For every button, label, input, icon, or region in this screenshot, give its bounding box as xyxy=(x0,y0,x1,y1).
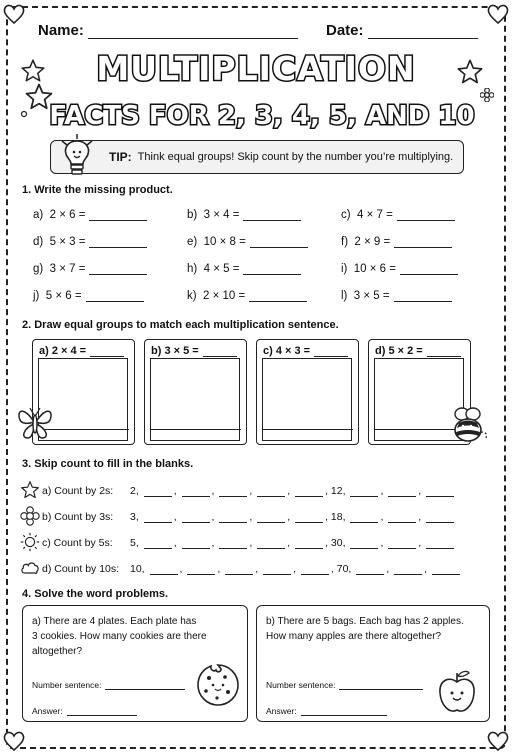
skip-blank[interactable] xyxy=(301,564,329,575)
name-field xyxy=(38,22,298,39)
draw-box-label: d) 5 × 2 = xyxy=(375,345,423,357)
date-line[interactable] xyxy=(368,25,478,39)
star-icon xyxy=(20,58,46,84)
word-problem-text: b) There are 5 bags. Each bag has 2 apples. How many apples are there altogether? xyxy=(266,616,464,642)
skip-blank[interactable] xyxy=(257,486,285,497)
skip-blank[interactable] xyxy=(295,486,323,497)
skip-blank[interactable] xyxy=(394,564,422,575)
answer-blank[interactable] xyxy=(394,236,452,248)
skip-blank[interactable] xyxy=(263,564,291,575)
skip-blank[interactable] xyxy=(295,538,323,549)
problem-c: c) 4 × 7 = xyxy=(341,209,455,221)
cloud-icon xyxy=(20,558,40,578)
skip-blank[interactable] xyxy=(182,512,210,523)
sun-icon xyxy=(20,532,40,552)
answer-line[interactable] xyxy=(262,429,353,430)
number-sentence-line[interactable] xyxy=(339,681,423,690)
answer-blank[interactable] xyxy=(394,290,452,302)
skip-blank[interactable] xyxy=(388,512,416,523)
word-problem-a xyxy=(22,605,248,722)
problem-f: f) 2 × 9 = xyxy=(341,236,452,248)
skip-label: d) Count by 10s: xyxy=(42,563,120,575)
answer-blank[interactable] xyxy=(243,209,301,221)
answer-blank[interactable] xyxy=(249,290,307,302)
skip-blank[interactable] xyxy=(388,486,416,497)
skip-label: c) Count by 5s: xyxy=(42,537,113,549)
skip-blank[interactable] xyxy=(426,512,454,523)
answer-line[interactable] xyxy=(150,429,241,430)
answer-blank[interactable] xyxy=(89,263,147,275)
skip-blank[interactable] xyxy=(350,512,378,523)
title-line-1: MULTIPLICATION xyxy=(96,49,416,88)
skip-label: b) Count by 3s: xyxy=(42,511,114,523)
problem-l: l) 3 × 5 = xyxy=(341,290,452,302)
skip-blank[interactable] xyxy=(219,486,247,497)
heart-icon xyxy=(2,2,26,26)
problem-i: i) 10 × 6 = xyxy=(341,263,458,275)
star-icon xyxy=(24,82,54,112)
skip-blank[interactable] xyxy=(257,512,285,523)
skip-blank[interactable] xyxy=(350,486,378,497)
problem-d: d) 5 × 3 = xyxy=(33,236,147,248)
star-icon xyxy=(20,480,40,500)
number-sentence-field: Number sentence: xyxy=(266,680,423,690)
answer-blank[interactable] xyxy=(427,345,461,357)
skip-blank[interactable] xyxy=(225,564,253,575)
butterfly-icon xyxy=(14,402,56,444)
skip-sequence: 3, , , , , , 18, , , xyxy=(130,511,456,523)
answer-blank[interactable] xyxy=(250,236,308,248)
number-sentence-line[interactable] xyxy=(105,681,185,690)
skip-blank[interactable] xyxy=(356,564,384,575)
tip-box xyxy=(50,140,464,174)
section-4-title: 4. Solve the word problems. xyxy=(22,588,169,600)
draw-box-label: a) 2 × 4 = xyxy=(39,345,87,357)
section-1-title: 1. Write the missing product. xyxy=(22,184,173,196)
skip-blank[interactable] xyxy=(388,538,416,549)
problem-b: b) 3 × 4 = xyxy=(187,209,301,221)
word-problem-text: a) There are 4 plates. Each plate has 3 cookies. How many cookies are there altogether? xyxy=(32,616,207,657)
skip-blank[interactable] xyxy=(219,538,247,549)
answer-blank[interactable] xyxy=(243,263,301,275)
skip-blank[interactable] xyxy=(350,538,378,549)
answer-line[interactable] xyxy=(301,707,387,716)
problem-k: k) 2 × 10 = xyxy=(187,290,307,302)
answer-field: Answer: xyxy=(32,706,137,716)
answer-blank[interactable] xyxy=(86,290,144,302)
name-label: Name: xyxy=(38,22,84,39)
answer-blank[interactable] xyxy=(89,209,147,221)
draw-box-label: b) 3 × 5 = xyxy=(151,345,199,357)
skip-blank[interactable] xyxy=(187,564,215,575)
dot-icon xyxy=(20,110,28,118)
skip-blank[interactable] xyxy=(150,564,178,575)
draw-box-c xyxy=(256,339,359,445)
answer-blank[interactable] xyxy=(400,263,458,275)
apple-icon xyxy=(435,668,479,716)
section-2-title: 2. Draw equal groups to match each multiplication sentence. xyxy=(22,319,339,331)
date-label: Date: xyxy=(326,22,364,39)
cookie-icon xyxy=(195,662,241,708)
problem-e: e) 10 × 8 = xyxy=(187,236,308,248)
tip-text: Think equal groups! Skip count by the number you’re multiplying. xyxy=(137,151,454,163)
skip-blank[interactable] xyxy=(144,512,172,523)
answer-blank[interactable] xyxy=(397,209,455,221)
answer-blank[interactable] xyxy=(314,345,348,357)
worksheet-title xyxy=(0,46,512,136)
skip-blank[interactable] xyxy=(426,486,454,497)
skip-blank[interactable] xyxy=(182,486,210,497)
skip-blank[interactable] xyxy=(295,512,323,523)
skip-blank[interactable] xyxy=(432,564,460,575)
flower-icon xyxy=(20,506,40,526)
skip-blank[interactable] xyxy=(257,538,285,549)
answer-field: Answer: xyxy=(266,706,387,716)
problem-g: g) 3 × 7 = xyxy=(33,263,147,275)
skip-blank[interactable] xyxy=(219,512,247,523)
skip-blank[interactable] xyxy=(144,486,172,497)
skip-blank[interactable] xyxy=(144,538,172,549)
skip-blank[interactable] xyxy=(182,538,210,549)
flower-icon xyxy=(480,88,494,102)
skip-sequence: 2, , , , , , 12, , , xyxy=(130,485,456,497)
title-line-2: FACTS FOR 2, 3, 4, 5, AND 10 xyxy=(49,101,475,131)
problem-a: a) 2 × 6 = xyxy=(33,209,147,221)
number-sentence-field: Number sentence: xyxy=(32,680,185,690)
tip-label: TIP: xyxy=(109,150,132,164)
skip-label: a) Count by 2s: xyxy=(42,485,114,497)
skip-blank[interactable] xyxy=(426,538,454,549)
date-field xyxy=(326,22,478,39)
answer-blank[interactable] xyxy=(90,345,124,357)
heart-icon xyxy=(486,729,510,753)
star-icon xyxy=(456,58,484,86)
skip-sequence: 10, , , , , , 70, , , xyxy=(130,563,462,575)
name-line[interactable] xyxy=(88,25,298,39)
bee-icon xyxy=(446,404,492,446)
answer-blank[interactable] xyxy=(89,236,147,248)
heart-icon xyxy=(2,729,26,753)
problem-h: h) 4 × 5 = xyxy=(187,263,301,275)
draw-box-b xyxy=(144,339,247,445)
skip-sequence: 5, , , , , , 30, , , xyxy=(130,537,456,549)
heart-icon xyxy=(486,2,510,26)
draw-box-label: c) 4 × 3 = xyxy=(263,345,311,357)
answer-line[interactable] xyxy=(67,707,137,716)
lightbulb-icon xyxy=(58,133,96,179)
answer-blank[interactable] xyxy=(203,345,237,357)
word-problem-b xyxy=(256,605,490,722)
problem-j: j) 5 × 6 = xyxy=(33,290,144,302)
section-3-title: 3. Skip count to fill in the blanks. xyxy=(22,458,194,470)
